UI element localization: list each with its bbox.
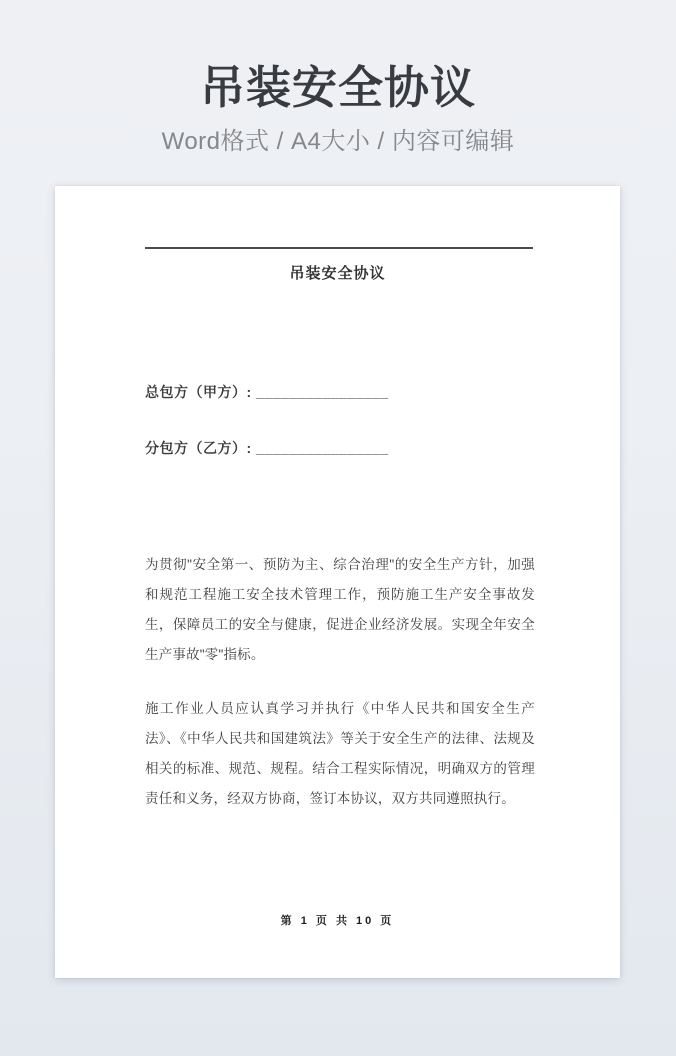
page-title: 吊装安全协议	[199, 62, 476, 113]
page-subtitle: Word格式 / A4大小 / 内容可编辑	[161, 127, 515, 155]
paragraph-1: 为贯彻"安全第一、预防为主、综合治理"的安全生产方针，加强和规范工程施工安全技术管理工作，预防施工生产安全事故发生，保障员工的安全与健康，促进企业经济发展。实现全年安全生产事故"零"指标。	[145, 557, 535, 662]
party-a-line: 总包方（甲方）: ________________	[145, 384, 389, 400]
paragraph-2: 施工作业人员应认真学习并执行《中华人民共和国安全生产法》、《中华人民共和国建筑法》等关于安全生产的法律、法规及相关的标准、规范、规程。结合工程实际情况，明确双方的管理责任和义务，经双方协商，签订本协议，双方共同遵照执行。	[145, 701, 535, 806]
party-b-line: 分包方（乙方）: ________________	[145, 440, 389, 456]
template-header	[0, 62, 676, 156]
document-page-preview	[55, 186, 620, 978]
page-number: 第 1 页 共 10 页	[280, 915, 395, 927]
document-title: 吊装安全协议	[289, 265, 386, 282]
title-divider	[145, 247, 533, 249]
